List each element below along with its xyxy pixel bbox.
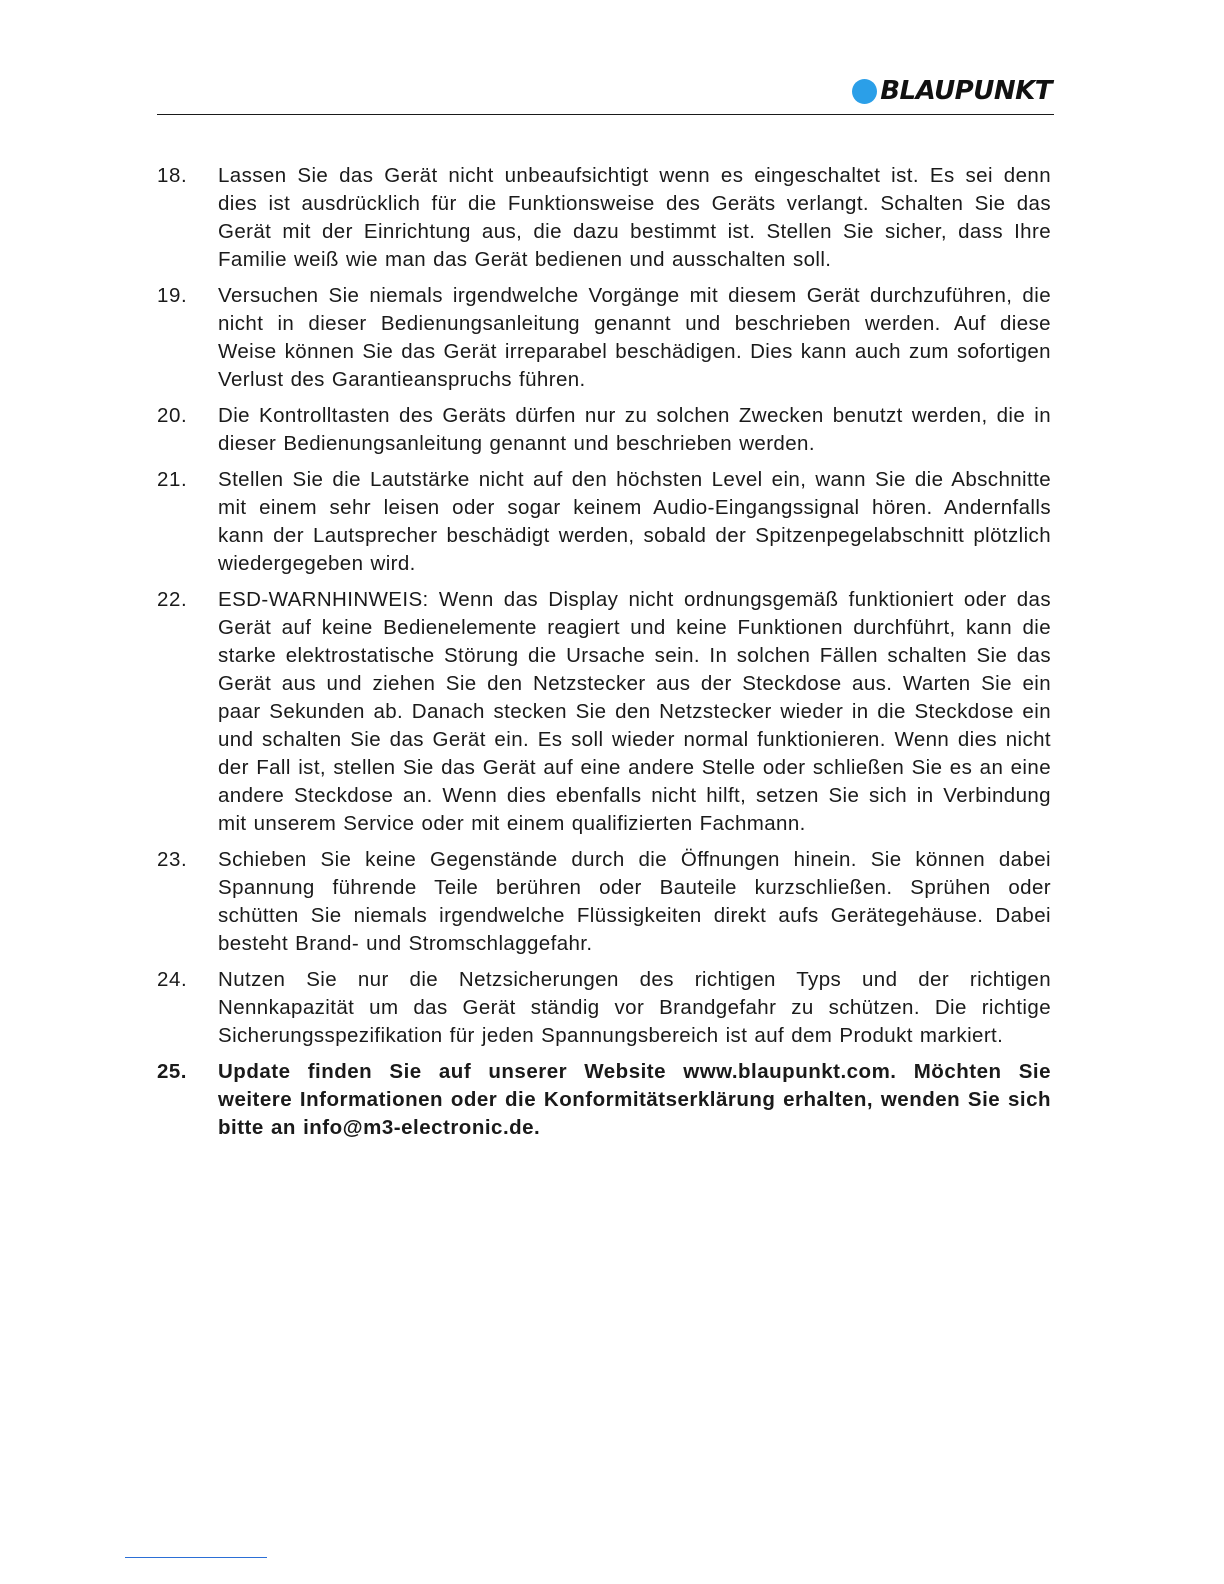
item-number: 25. [157,1060,187,1083]
item-number: 24. [157,968,188,991]
list-item [157,282,1051,394]
brand-dot-icon [852,79,877,104]
item-text: Lassen Sie das Gerät nicht unbeaufsichtigt wenn es eingeschaltet ist. Es sei denn dies ist ausdrücklich für die Funktionsweise des Geräts verlangt. Schalten Sie das Gerät mit der Einrichtung aus, die dazu bestimmt ist. Stellen Sie sicher, dass Ihre Familie weiß wie man das Gerät bedienen und ausschalten soll. [218,164,1051,271]
list-item [157,966,1051,1050]
item-number: 19. [157,284,188,307]
item-text: Stellen Sie die Lautstärke nicht auf den höchsten Level ein, wann Sie die Abschnitte mit einem sehr leisen oder sogar keinem Audio-Eingangssignal hören. Andernfalls kann der Lautsprecher beschädigt werden, sobald der Spitzenpegelabschnitt plötzlich wiedergegeben wird. [218,468,1051,575]
list-item [157,586,1051,838]
page-header [157,70,1054,115]
item-text: ESD-WARNHINWEIS: Wenn das Display nicht ordnungsgemäß funktioniert oder das Gerät auf keine Bedienelemente reagiert und keine Funktionen durchführt, kann die starke elektrostatische Störung die Ursache sein. In solchen Fällen schalten Sie das Gerät aus und ziehen Sie den Netzstecker aus der Steckdose aus. Warten Sie ein paar Sekunden ab. Danach stecken Sie den Netzstecker wieder in die Steckdose ein und schalten Sie das Gerät ein. Es soll wieder normal funktionieren. Wenn dies nicht der Fall ist, stellen Sie das Gerät auf eine andere Stelle oder schließen Sie es an eine andere Steckdose an. Wenn dies ebenfalls nicht hilft, setzen Sie sich in Verbindung mit unserem Service oder mit einem qualifizierten Fachmann. [218,588,1051,835]
item-text: Die Kontrolltasten des Geräts dürfen nur zu solchen Zwecken benutzt werden, die in dieser Bedienungsanleitung genannt und beschrieben werden. [218,404,1051,455]
safety-instructions-list [157,162,1051,1150]
list-item [157,466,1051,578]
item-text: Update finden Sie auf unserer Website www.blaupunkt.com. Möchten Sie weitere Informationen oder die Konformitätserklärung erhalten, wenden Sie sich bitte an info@m3-electronic.de. [218,1060,1051,1139]
item-number: 20. [157,404,188,427]
list-item [157,846,1051,958]
list-item-contact-notice [157,1058,1051,1142]
item-number: 21. [157,468,188,491]
item-text: Nutzen Sie nur die Netzsicherungen des richtigen Typs und der richtigen Nennkapazität um das Gerät ständig vor Brandgefahr zu schützen. Die richtige Sicherungsspezifikation für jeden Spannungsbereich ist auf dem Produkt markiert. [218,968,1051,1047]
list-item [157,402,1051,458]
item-number: 23. [157,848,188,871]
item-number: 18. [157,164,188,187]
list-item [157,162,1051,274]
brand-logo [852,78,1052,104]
footer-divider [125,1557,267,1558]
brand-name: BLAUPUNKT [880,76,1052,106]
item-text: Versuchen Sie niemals irgendwelche Vorgänge mit diesem Gerät durchzuführen, die nicht in dieser Bedienungsanleitung genannt und beschrieben werden. Auf diese Weise können Sie das Gerät irreparabel beschädigen. Dies kann auch zum sofortigen Verlust des Garantieanspruchs führen. [218,284,1051,391]
item-text: Schieben Sie keine Gegenstände durch die Öffnungen hinein. Sie können dabei Spannung führende Teile berühren oder Bauteile kurzschließen. Sprühen oder schütten Sie niemals irgendwelche Flüssigkeiten direkt aufs Gerätegehäuse. Dabei besteht Brand- und Stromschlaggefahr. [218,848,1051,955]
item-number: 22. [157,588,188,611]
